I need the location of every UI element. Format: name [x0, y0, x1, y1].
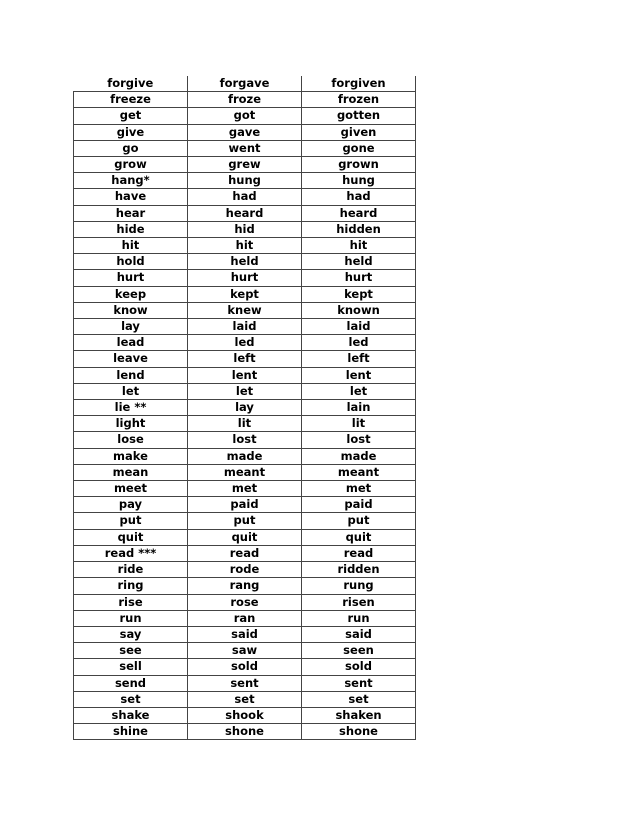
past-tense-cell: met — [188, 481, 302, 497]
base-form-cell: ride — [74, 562, 188, 578]
table-row — [74, 448, 416, 464]
table-row — [74, 513, 416, 529]
past-tense-cell: had — [188, 189, 302, 205]
table-row — [74, 383, 416, 399]
past-participle-cell: kept — [302, 286, 416, 302]
past-tense-cell: lent — [188, 367, 302, 383]
table-row — [74, 481, 416, 497]
past-participle-cell: lent — [302, 367, 416, 383]
base-form-cell: mean — [74, 464, 188, 480]
past-tense-cell: sold — [188, 659, 302, 675]
base-form-cell: let — [74, 383, 188, 399]
base-form-cell: lose — [74, 432, 188, 448]
past-tense-cell: let — [188, 383, 302, 399]
past-participle-cell: ridden — [302, 562, 416, 578]
table-row — [74, 562, 416, 578]
base-form-cell: lead — [74, 335, 188, 351]
base-form-cell: give — [74, 124, 188, 140]
past-tense-cell: said — [188, 626, 302, 642]
table-row — [74, 140, 416, 156]
past-tense-cell: led — [188, 335, 302, 351]
table-row — [74, 254, 416, 270]
base-form-cell: hold — [74, 254, 188, 270]
base-form-cell: see — [74, 643, 188, 659]
base-form-cell: quit — [74, 529, 188, 545]
table-row — [74, 367, 416, 383]
past-tense-cell: shook — [188, 707, 302, 723]
base-form-cell: know — [74, 302, 188, 318]
past-tense-cell: rang — [188, 578, 302, 594]
past-tense-cell: meant — [188, 464, 302, 480]
base-form-cell: run — [74, 610, 188, 626]
past-tense-cell: left — [188, 351, 302, 367]
base-form-cell: get — [74, 108, 188, 124]
base-form-cell: meet — [74, 481, 188, 497]
past-tense-cell: gave — [188, 124, 302, 140]
past-participle-cell: quit — [302, 529, 416, 545]
base-form-cell: read *** — [74, 545, 188, 561]
base-form-cell: say — [74, 626, 188, 642]
past-participle-cell: shone — [302, 724, 416, 740]
past-tense-cell: saw — [188, 643, 302, 659]
past-participle-cell: hung — [302, 173, 416, 189]
base-form-cell: hear — [74, 205, 188, 221]
past-participle-cell: risen — [302, 594, 416, 610]
past-tense-cell: held — [188, 254, 302, 270]
table-row — [74, 724, 416, 740]
past-tense-cell: got — [188, 108, 302, 124]
past-participle-cell: held — [302, 254, 416, 270]
base-form-cell: shine — [74, 724, 188, 740]
table-row — [74, 173, 416, 189]
table-row — [74, 270, 416, 286]
past-tense-cell: forgave — [188, 76, 302, 92]
verb-rows — [74, 76, 416, 740]
past-tense-cell: froze — [188, 92, 302, 108]
past-tense-cell: sent — [188, 675, 302, 691]
past-tense-cell: lost — [188, 432, 302, 448]
past-participle-cell: known — [302, 302, 416, 318]
base-form-cell: make — [74, 448, 188, 464]
irregular-verbs-table — [73, 76, 416, 740]
past-participle-cell: laid — [302, 319, 416, 335]
past-participle-cell: hurt — [302, 270, 416, 286]
past-participle-cell: given — [302, 124, 416, 140]
base-form-cell: ring — [74, 578, 188, 594]
past-tense-cell: hid — [188, 221, 302, 237]
base-form-cell: have — [74, 189, 188, 205]
past-tense-cell: lit — [188, 416, 302, 432]
table-row — [74, 675, 416, 691]
base-form-cell: hide — [74, 221, 188, 237]
past-tense-cell: set — [188, 691, 302, 707]
past-participle-cell: hidden — [302, 221, 416, 237]
base-form-cell: rise — [74, 594, 188, 610]
table-row — [74, 659, 416, 675]
table-row — [74, 221, 416, 237]
past-tense-cell: grew — [188, 157, 302, 173]
table-row — [74, 432, 416, 448]
past-participle-cell: lost — [302, 432, 416, 448]
past-participle-cell: forgiven — [302, 76, 416, 92]
base-form-cell: shake — [74, 707, 188, 723]
past-tense-cell: knew — [188, 302, 302, 318]
past-participle-cell: gone — [302, 140, 416, 156]
base-form-cell: light — [74, 416, 188, 432]
table-row — [74, 108, 416, 124]
past-tense-cell: lay — [188, 400, 302, 416]
table-row — [74, 124, 416, 140]
base-form-cell: go — [74, 140, 188, 156]
past-tense-cell: read — [188, 545, 302, 561]
past-participle-cell: gotten — [302, 108, 416, 124]
past-tense-cell: shone — [188, 724, 302, 740]
table-row — [74, 626, 416, 642]
table-row — [74, 286, 416, 302]
past-tense-cell: kept — [188, 286, 302, 302]
past-participle-cell: led — [302, 335, 416, 351]
past-participle-cell: hit — [302, 238, 416, 254]
past-tense-cell: paid — [188, 497, 302, 513]
base-form-cell: hang* — [74, 173, 188, 189]
base-form-cell: forgive — [74, 76, 188, 92]
table-row — [74, 157, 416, 173]
past-participle-cell: made — [302, 448, 416, 464]
past-participle-cell: sold — [302, 659, 416, 675]
past-participle-cell: met — [302, 481, 416, 497]
table-row — [74, 319, 416, 335]
past-participle-cell: heard — [302, 205, 416, 221]
past-participle-cell: seen — [302, 643, 416, 659]
past-participle-cell: meant — [302, 464, 416, 480]
past-participle-cell: rung — [302, 578, 416, 594]
past-participle-cell: had — [302, 189, 416, 205]
base-form-cell: leave — [74, 351, 188, 367]
past-tense-cell: hurt — [188, 270, 302, 286]
table-row — [74, 610, 416, 626]
past-participle-cell: left — [302, 351, 416, 367]
past-tense-cell: hit — [188, 238, 302, 254]
past-participle-cell: let — [302, 383, 416, 399]
past-participle-cell: read — [302, 545, 416, 561]
base-form-cell: put — [74, 513, 188, 529]
past-participle-cell: run — [302, 610, 416, 626]
table-row — [74, 238, 416, 254]
base-form-cell: grow — [74, 157, 188, 173]
table-row — [74, 400, 416, 416]
table-row — [74, 578, 416, 594]
past-tense-cell: went — [188, 140, 302, 156]
table-row — [74, 205, 416, 221]
table-row — [74, 189, 416, 205]
table-row — [74, 643, 416, 659]
base-form-cell: hit — [74, 238, 188, 254]
base-form-cell: send — [74, 675, 188, 691]
table-row — [74, 594, 416, 610]
past-participle-cell: said — [302, 626, 416, 642]
base-form-cell: keep — [74, 286, 188, 302]
base-form-cell: freeze — [74, 92, 188, 108]
table-row — [74, 691, 416, 707]
table-row — [74, 351, 416, 367]
base-form-cell: lie ** — [74, 400, 188, 416]
table-row — [74, 464, 416, 480]
base-form-cell: pay — [74, 497, 188, 513]
table-row — [74, 335, 416, 351]
past-tense-cell: laid — [188, 319, 302, 335]
table-row — [74, 497, 416, 513]
past-participle-cell: put — [302, 513, 416, 529]
past-tense-cell: rode — [188, 562, 302, 578]
past-participle-cell: sent — [302, 675, 416, 691]
table-row — [74, 545, 416, 561]
base-form-cell: sell — [74, 659, 188, 675]
past-participle-cell: lain — [302, 400, 416, 416]
table-row — [74, 302, 416, 318]
base-form-cell: set — [74, 691, 188, 707]
past-tense-cell: put — [188, 513, 302, 529]
table-row — [74, 92, 416, 108]
past-tense-cell: made — [188, 448, 302, 464]
base-form-cell: lend — [74, 367, 188, 383]
table-row — [74, 76, 416, 92]
table-row — [74, 529, 416, 545]
table-row — [74, 416, 416, 432]
past-tense-cell: rose — [188, 594, 302, 610]
past-participle-cell: set — [302, 691, 416, 707]
base-form-cell: hurt — [74, 270, 188, 286]
past-tense-cell: hung — [188, 173, 302, 189]
past-tense-cell: quit — [188, 529, 302, 545]
past-participle-cell: frozen — [302, 92, 416, 108]
past-tense-cell: ran — [188, 610, 302, 626]
past-participle-cell: paid — [302, 497, 416, 513]
past-tense-cell: heard — [188, 205, 302, 221]
past-participle-cell: shaken — [302, 707, 416, 723]
base-form-cell: lay — [74, 319, 188, 335]
past-participle-cell: lit — [302, 416, 416, 432]
table-row — [74, 707, 416, 723]
past-participle-cell: grown — [302, 157, 416, 173]
